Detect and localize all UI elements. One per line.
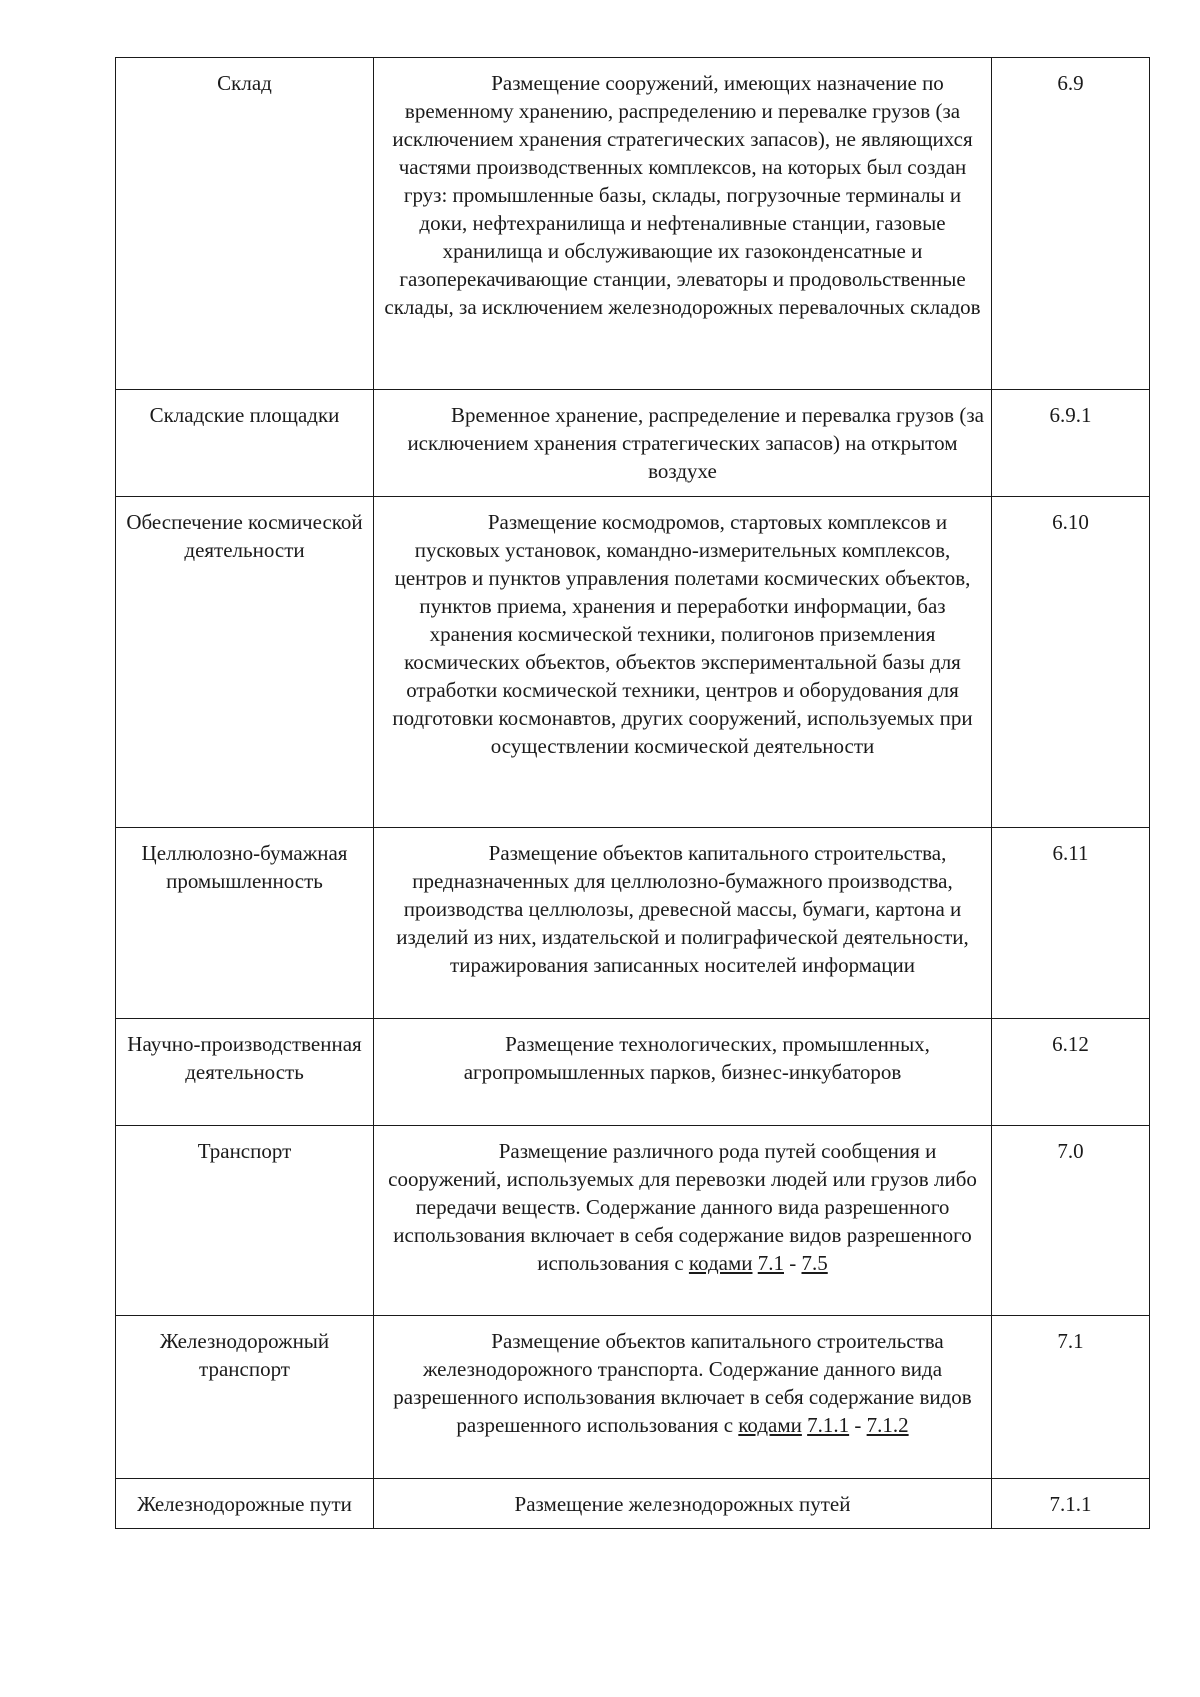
use-code-cell: 6.11 xyxy=(992,828,1150,1019)
use-name-cell: Железнодорожные пути xyxy=(116,1479,374,1529)
code-link-to[interactable]: 7.5 xyxy=(801,1251,828,1275)
table-row xyxy=(116,497,1150,828)
use-description-cell: Временное хранение, распределение и перевалка грузов (за исключением хранения стратегических запасов) на открытом воздухе xyxy=(374,390,992,497)
use-code-cell: 6.12 xyxy=(992,1019,1150,1126)
use-code-cell: 7.1.1 xyxy=(992,1479,1150,1529)
codes-link[interactable]: кодами xyxy=(738,1413,802,1437)
use-description-cell: Размещение железнодорожных путей xyxy=(374,1479,992,1529)
code-link-to[interactable]: 7.1.2 xyxy=(866,1413,909,1437)
use-name-cell: Научно-производственная деятельность xyxy=(116,1019,374,1126)
use-name-cell: Транспорт xyxy=(116,1126,374,1316)
codes-link[interactable]: кодами xyxy=(688,1251,753,1275)
use-code-cell: 7.1 xyxy=(992,1316,1150,1479)
table-row xyxy=(116,1479,1150,1529)
range-separator: - xyxy=(854,1413,862,1437)
use-code-cell: 7.0 xyxy=(992,1126,1150,1316)
use-description-cell: Размещение космодромов, стартовых комплексов и пусковых установок, командно-измерительных комплексов, центров и пунктов управления полетами космических объектов, пунктов приема, хранения и переработки информации, баз хранения космической техники, полигонов приземления космических объектов, объектов экспериментальной базы для отработки космической техники, центров и оборудования для подготовки космонавтов, других сооружений, используемых при осуществлении космической деятельности xyxy=(374,497,992,828)
table-row xyxy=(116,1126,1150,1316)
use-code-cell: 6.10 xyxy=(992,497,1150,828)
use-code-cell: 6.9 xyxy=(992,58,1150,390)
use-name-cell: Складские площадки xyxy=(116,390,374,497)
use-name-cell: Обеспечение космической деятельности xyxy=(116,497,374,828)
use-description-cell: Размещение технологических, промышленных, агропромышленных парков, бизнес-инкубаторов xyxy=(374,1019,992,1126)
description-text: Размещение различного рода путей сообщения и сооружений, используемых для перевозки людей или грузов либо передачи веществ. Содержание данного вида разрешенного использования включает в себя содержание видов разрешенного использования с xyxy=(388,1139,977,1275)
table-row xyxy=(116,1019,1150,1126)
land-use-table xyxy=(115,57,1150,1529)
table-row xyxy=(116,58,1150,390)
description-text: Размещение объектов капитального строительства железнодорожного транспорта. Содержание данного вида разрешенного использования включает в себя содержание видов разрешенного использования с xyxy=(393,1329,972,1437)
code-link-from[interactable]: 7.1 xyxy=(757,1251,784,1275)
use-description-cell xyxy=(374,1316,992,1479)
range-separator: - xyxy=(789,1251,797,1275)
code-link-from[interactable]: 7.1.1 xyxy=(807,1413,850,1437)
use-description-cell: Размещение сооружений, имеющих назначение по временному хранению, распределению и перевалке грузов (за исключением хранения стратегических запасов), не являющихся частями производственных комплексов, на которых был создан груз: промышленные базы, склады, погрузочные терминалы и доки, нефтехранилища и нефтеналивные станции, газовые хранилища и обслуживающие их газоконденсатные и газоперекачивающие станции, элеваторы и продовольственные склады, за исключением железнодорожных перевалочных складов xyxy=(374,58,992,390)
use-code-cell: 6.9.1 xyxy=(992,390,1150,497)
table-row xyxy=(116,390,1150,497)
use-description-cell: Размещение объектов капитального строительства, предназначенных для целлюлозно-бумажного производства, производства целлюлозы, древесной массы, бумаги, картона и изделий из них, издательской и полиграфической деятельности, тиражирования записанных носителей информации xyxy=(374,828,992,1019)
table-row xyxy=(116,828,1150,1019)
use-name-cell: Склад xyxy=(116,58,374,390)
use-description-cell xyxy=(374,1126,992,1316)
table-row xyxy=(116,1316,1150,1479)
use-name-cell: Железнодорожный транспорт xyxy=(116,1316,374,1479)
use-name-cell: Целлюлозно-бумажная промышленность xyxy=(116,828,374,1019)
